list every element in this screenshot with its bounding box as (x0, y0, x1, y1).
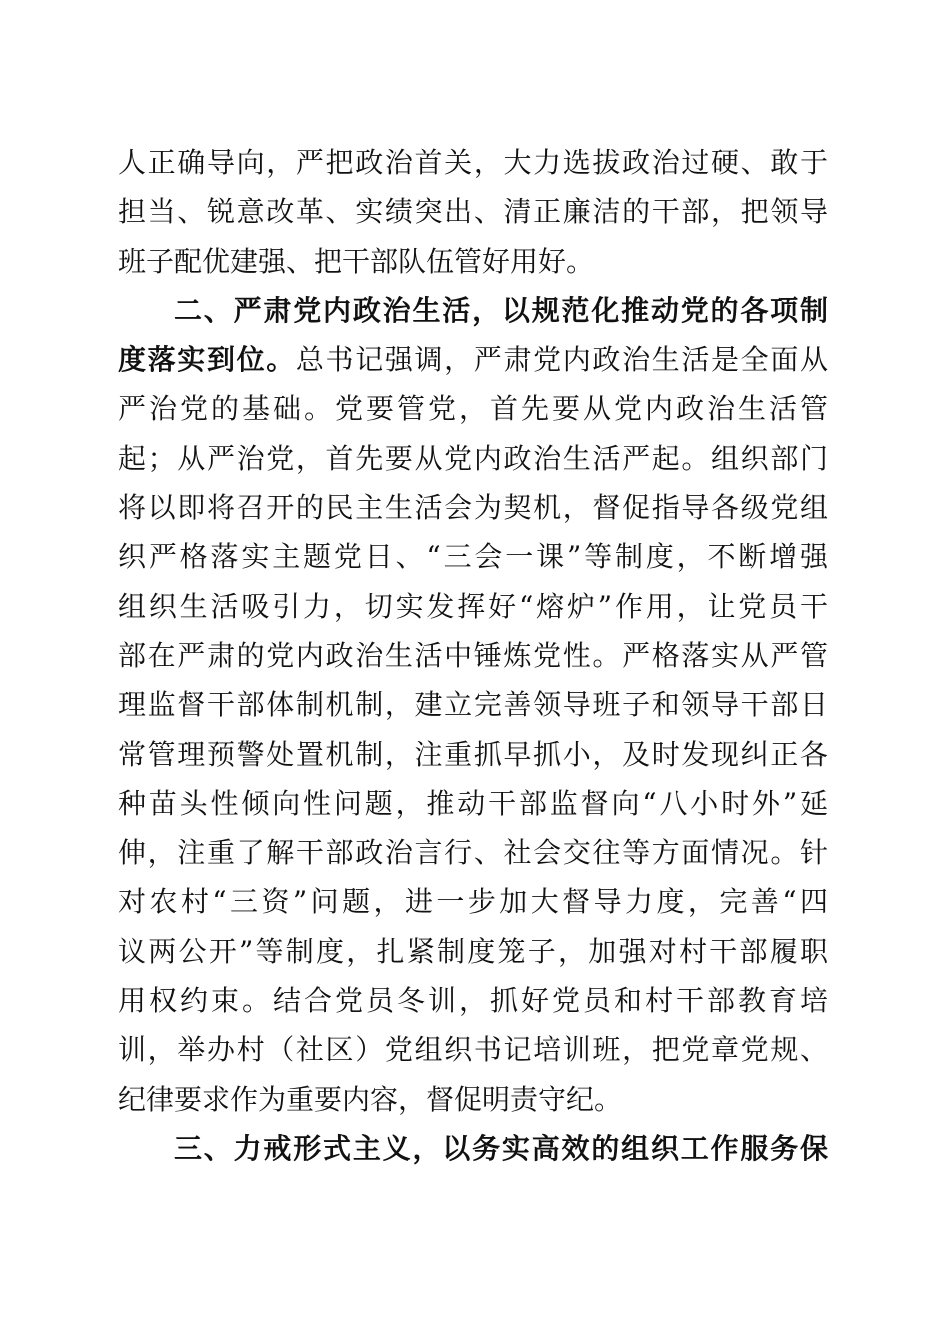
text-line: 组织生活吸引力，切实发挥好“熔炉”作用，让党员干 (118, 589, 828, 623)
text-line: 种苗头性倾向性问题，推动干部监督向“八小时外”延 (118, 786, 828, 820)
text-line: 织严格落实主题党日、“三会一课”等制度，不断增强 (118, 540, 828, 574)
text-line: 议两公开”等制度，扎紧制度笼子，加强对村干部履职 (118, 934, 828, 968)
text-line: 严治党的基础。党要管党，首先要从党内政治生活管 (118, 392, 828, 426)
text-line: 度落实到位。总书记强调，严肃党内政治生活是全面从 (118, 343, 828, 377)
text-line: 理监督干部体制机制，建立完善领导班子和领导干部日 (118, 688, 828, 722)
text-line: 训，举办村（社区）党组织书记培训班，把党章党规、 (118, 1033, 828, 1067)
section-heading-2: 二、严肃党内政治生活，以规范化推动党的各项制 (174, 293, 828, 327)
text-line: 部在严肃的党内政治生活中锤炼党性。严格落实从严管 (118, 638, 828, 672)
text-line: 对农村“三资”问题，进一步加大督导力度，完善“四 (118, 885, 828, 919)
text-line: 纪律要求作为重要内容，督促明责守纪。 (118, 1082, 623, 1116)
section-heading-3: 三、力戒形式主义，以务实高效的组织工作服务保 (174, 1131, 828, 1165)
section-heading-2-cont: 度落实到位。 (118, 343, 296, 377)
text-line: 班子配优建强、把干部队伍管好用好。 (118, 244, 595, 278)
text-line: 起；从严治党，首先要从党内政治生活严起。组织部门 (118, 441, 828, 475)
text-line: 伸，注重了解干部政治言行、社会交往等方面情况。针 (118, 836, 828, 870)
text-line: 将以即将召开的民主生活会为契机，督促指导各级党组 (118, 491, 828, 525)
text-line: 用权约束。结合党员冬训，抓好党员和村干部教育培 (118, 984, 828, 1018)
text-line: 担当、锐意改革、实绩突出、清正廉洁的干部，把领导 (118, 195, 828, 229)
document-page (118, 138, 828, 1173)
text-line: 人正确导向，严把政治首关，大力选拔政治过硬、敢于 (118, 146, 828, 179)
text-line: 常管理预警处置机制，注重抓早抓小，及时发现纠正各 (118, 737, 828, 771)
